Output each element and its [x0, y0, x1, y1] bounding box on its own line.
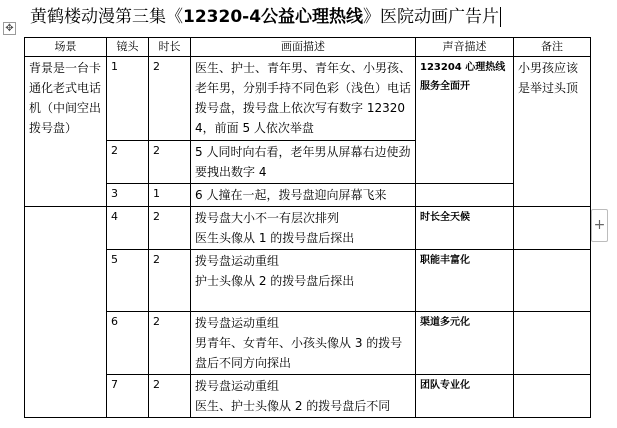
duration-cell[interactable]: 2: [149, 375, 191, 418]
header-notes[interactable]: 备注: [514, 38, 591, 57]
storyboard-table: [24, 37, 591, 418]
table-header-row: [25, 38, 591, 57]
shot-cell[interactable]: 5: [107, 250, 149, 312]
add-row-button[interactable]: [591, 209, 608, 242]
duration-cell[interactable]: 2: [149, 57, 191, 141]
note-cell-empty[interactable]: [514, 312, 591, 375]
header-description[interactable]: 画面描述: [191, 38, 416, 57]
sound-cell[interactable]: 职能丰富化: [416, 250, 514, 312]
duration-cell[interactable]: 2: [149, 141, 191, 184]
table-row: [25, 375, 591, 418]
table-row: [25, 312, 591, 375]
title-hotline-code: 12320-4: [183, 7, 262, 27]
note-cell[interactable]: 小男孩应该是举过头顶: [514, 57, 591, 207]
duration-cell[interactable]: 2: [149, 312, 191, 375]
description-cell[interactable]: 5 人同时向右看，老年男从屏幕右边使劲要拽出数字 4: [191, 141, 416, 184]
sound-cell[interactable]: 渠道多元化: [416, 312, 514, 375]
header-shot[interactable]: 镜头: [107, 38, 149, 57]
shot-cell[interactable]: 4: [107, 207, 149, 250]
title-suffix: 》医院动画广告片: [363, 7, 500, 27]
duration-cell[interactable]: 2: [149, 207, 191, 250]
sound-cell[interactable]: 123204 心理热线服务全面开: [416, 57, 514, 184]
note-cell-empty[interactable]: [514, 375, 591, 418]
shot-cell[interactable]: 2: [107, 141, 149, 184]
move-icon: ✥: [5, 23, 14, 34]
description-cell[interactable]: 拨号盘运动重组 医生、护士头像从 2 的拨号盘后不同: [191, 375, 416, 418]
header-sound[interactable]: 声音描述: [416, 38, 514, 57]
shot-cell[interactable]: 7: [107, 375, 149, 418]
table-row: [25, 207, 591, 250]
shot-cell[interactable]: 3: [107, 184, 149, 207]
sound-cell[interactable]: [416, 184, 514, 207]
document-title[interactable]: [30, 4, 501, 30]
description-cell[interactable]: 6 人撞在一起，拨号盘迎向屏幕飞来: [191, 184, 416, 207]
shot-cell[interactable]: 6: [107, 312, 149, 375]
description-cell[interactable]: 拨号盘大小不一有层次排列 医生头像从 1 的拨号盘后探出: [191, 207, 416, 250]
duration-cell[interactable]: 1: [149, 184, 191, 207]
duration-cell[interactable]: 2: [149, 250, 191, 312]
note-cell-empty[interactable]: [514, 250, 591, 312]
description-cell[interactable]: 拨号盘运动重组 男青年、女青年、小孩头像从 3 的拨号盘后不同方向探出: [191, 312, 416, 375]
table-move-handle[interactable]: [3, 22, 16, 35]
description-cell[interactable]: 拨号盘运动重组 护士头像从 2 的拨号盘后探出: [191, 250, 416, 312]
header-scene[interactable]: 场景: [25, 38, 107, 57]
plus-icon: +: [593, 217, 606, 233]
scene-cell[interactable]: 背景是一台卡通化老式电话机（中间空出拨号盘）: [25, 57, 107, 207]
table-row: [25, 184, 591, 207]
sound-cell[interactable]: 时长全天候: [416, 207, 514, 250]
title-hotline-name: 公益心理热线: [261, 7, 364, 27]
shot-cell[interactable]: 1: [107, 57, 149, 141]
table-row: [25, 57, 591, 141]
note-cell-empty[interactable]: [514, 207, 591, 250]
title-prefix: 黄鹤楼动漫第三集《: [30, 7, 183, 27]
table-row: [25, 250, 591, 312]
header-duration[interactable]: 时长: [149, 38, 191, 57]
scene-cell-empty[interactable]: [25, 207, 107, 418]
text-cursor: [500, 7, 501, 27]
description-cell[interactable]: 医生、护士、青年男、青年女、小男孩、老年男，分别手持不同色彩（浅色）电话拨号盘，拨号盘上依次写有数字 123204，前面 5 人依次举盘: [191, 57, 416, 141]
sound-cell[interactable]: 团队专业化: [416, 375, 514, 418]
